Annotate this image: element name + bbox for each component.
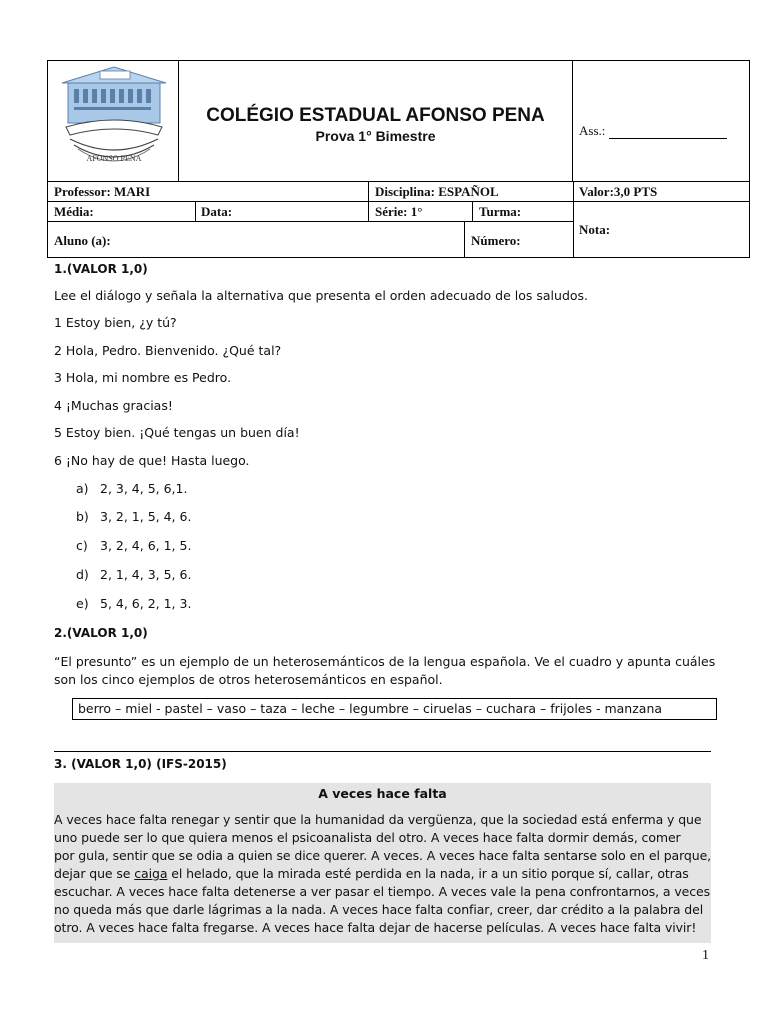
option-letter: a) [76,481,89,496]
passage-line: no queda más que darle lágrimas a la nada. A veces hace falta confiar, creer, dar crédito a la palabra del [54,902,704,917]
passage-line [54,866,689,881]
student-field[interactable]: Aluno (a): [54,233,111,248]
reading-passage [54,783,711,943]
professor-label: Professor: MARI [54,184,151,199]
option-text: 3, 2, 4, 6, 1, 5. [100,538,192,553]
option-letter: d) [76,567,89,582]
passage-line: escuchar. A veces hace falta detenerse a ver pasar el tiempo. A veces vale la pena confrontarnos, a veces [54,884,711,899]
option-d[interactable] [76,567,191,582]
q2-prompt-line: “El presunto” es un ejemplo de un heterosemánticos de la lengua española. Ve el cuadro y apunta cuáles [54,654,716,669]
option-text: 5, 4, 6, 2, 1, 3. [100,596,192,611]
exam-name: Prova 1° Bimestre [315,128,436,144]
class-field[interactable]: Turma: [479,204,522,219]
school-crest-icon [48,61,179,181]
dialog-line: 4 ¡Muchas gracias! [54,398,173,413]
option-a[interactable] [76,481,187,496]
passage-fragment: el helado, que la mirada esté perdida en la nada, ir a un sitio porque sí, callar, otras [167,866,689,881]
passage-line: otro. A veces hace falta fregarse. A veces hace falta dejar de hacerse películas. A veces hace falta vivir! [54,920,697,935]
option-letter: c) [76,538,88,553]
passage-line: A veces hace falta renegar y sentir que la humanidad da vergüenza, que la sociedad está enferma y que [54,812,702,827]
col-divider [464,221,465,258]
dialog-line: 2 Hola, Pedro. Bienvenido. ¿Qué tal? [54,343,282,358]
dialog-line: 6 ¡No hay de que! Hasta luego. [54,453,250,468]
signature-field[interactable] [579,123,727,139]
option-c[interactable] [76,538,191,553]
header-table [47,60,750,258]
signature-cell [573,61,749,181]
option-letter: b) [76,509,89,524]
dialog-line: 5 Estoy bien. ¡Qué tengas un buen día! [54,425,300,440]
q3-heading: 3. (VALOR 1,0) (IFS-2015) [54,757,227,771]
underlined-word: caiga [134,866,168,881]
col-divider [368,201,369,221]
passage-line: por gula, sentir que se odia a quien se dice querer. A veces. A veces hace falta sentarse solo en el parque, [54,848,712,863]
svg-text:AFONSO PENA: AFONSO PENA [86,154,142,163]
average-field[interactable]: Média: [54,204,94,219]
col-divider [472,201,473,221]
q2-prompt-line: son los cinco ejemplos de otros heterosemánticos en español. [54,672,443,687]
discipline-label: Disciplina: ESPAÑOL [375,184,499,199]
school-name: COLÉGIO ESTADUAL AFONSO PENA [206,105,545,126]
option-letter: e) [76,596,89,611]
col-divider [573,181,574,258]
q1-prompt: Lee el diálogo y señala la alternativa que presenta el orden adecuado de los saludos. [54,288,589,303]
series-label: Série: 1° [375,204,423,219]
row-divider [48,181,749,182]
passage-title: A veces hace falta [318,786,447,801]
word-box: berro – miel - pastel – vaso – taza – leche – legumbre – ciruelas – cuchara – frijoles - manzana [72,698,717,720]
col-divider [368,181,369,201]
signature-label: Ass.: [579,123,606,138]
option-text: 2, 1, 4, 3, 5, 6. [100,567,192,582]
signature-line[interactable] [609,126,727,139]
page-number: 1 [702,948,709,963]
logo-cell [48,61,179,181]
value-label: Valor:3,0 PTS [579,184,658,199]
q2-heading: 2.(VALOR 1,0) [54,626,148,640]
passage-fragment: dejar que se [54,866,135,881]
title-cell [179,61,573,181]
option-text: 3, 2, 1, 5, 4, 6. [100,509,192,524]
row-divider [48,201,749,202]
col-divider [195,201,196,221]
number-field[interactable]: Número: [471,233,521,248]
row-divider [48,221,573,222]
dialog-line: 3 Hola, mi nombre es Pedro. [54,370,232,385]
option-text: 2, 3, 4, 5, 6,1. [100,481,188,496]
passage-line: uno puede ser lo que quiera menos el psicoanalista del otro. A veces hace falta dormir demás, comer [54,830,681,845]
option-b[interactable] [76,509,191,524]
dialog-line: 1 Estoy bien, ¿y tú? [54,315,177,330]
date-field[interactable]: Data: [201,204,233,219]
option-e[interactable] [76,596,191,611]
grade-field[interactable]: Nota: [579,222,611,237]
answer-line[interactable] [54,751,711,752]
q1-heading: 1.(VALOR 1,0) [54,262,148,276]
